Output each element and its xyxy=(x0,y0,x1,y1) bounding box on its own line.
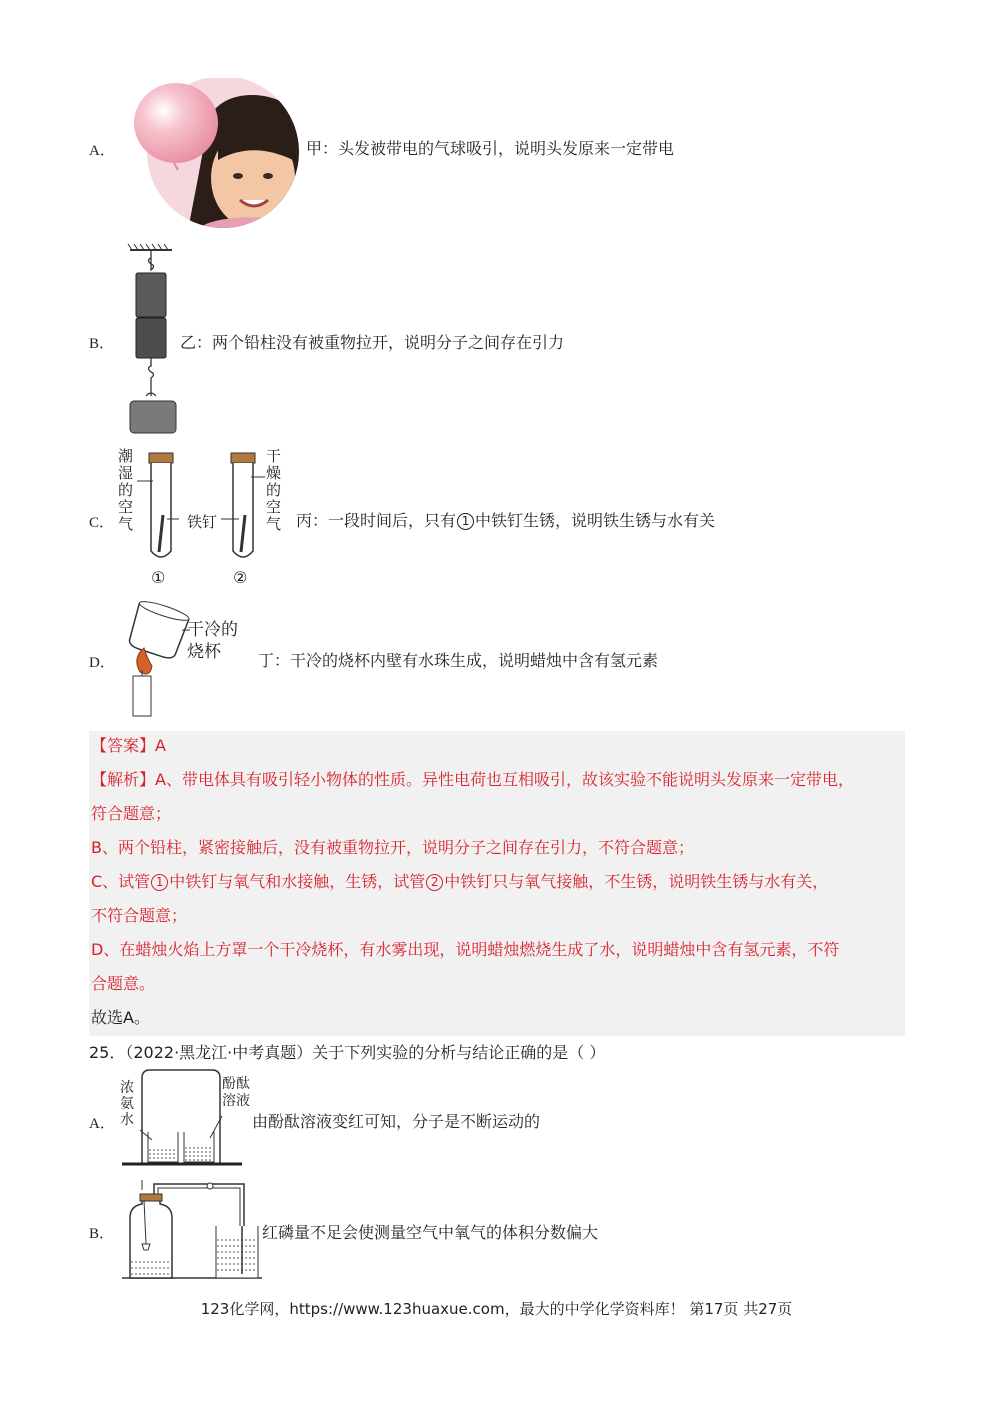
option-b-label: B． xyxy=(89,336,115,352)
conc-ammonia-label: 浓氨水 xyxy=(120,1080,134,1128)
circled-number: 1 xyxy=(151,874,168,891)
lead-cylinders-diagram xyxy=(126,244,184,436)
option-b-text: 乙：两个铅柱没有被重物拉开，说明分子之间存在引力 xyxy=(180,333,565,352)
moist-air-label: 潮湿的空气 xyxy=(118,447,134,533)
analysis-line: D、在蜡烛火焰上方罩一个干冷烧杯，有水雾出现，说明蜡烛燃烧生成了水，说明蜡烛中含有氢元素，不符 xyxy=(91,940,840,959)
tube-1-label: ① xyxy=(151,568,166,587)
option-c-text: 丙：一段时间后，只有 1 中铁钉生锈，说明铁生锈与水有关 xyxy=(296,511,716,530)
analysis-line: 合题意。 xyxy=(91,974,156,993)
final-choice-line: 故选A。 xyxy=(91,1008,150,1027)
tube-2-label: ② xyxy=(233,568,248,587)
dry-air-label: 干燥的空气 xyxy=(266,447,282,533)
circled-number: 1 xyxy=(457,513,474,530)
answer-line: 【答案】A xyxy=(91,736,166,755)
q25-option-b-label: B． xyxy=(89,1226,115,1242)
q25-option-a-label: A． xyxy=(89,1116,115,1132)
nail-label: 铁钉 xyxy=(187,513,218,531)
option-c-label: C． xyxy=(89,515,115,531)
page-footer: 123化学网，https://www.123huaxue.com，最大的中学化学资料库！ 第17页 共27页 xyxy=(200,1300,793,1318)
analysis-line: 符合题意； xyxy=(91,804,172,823)
dry-cold-beaker-label: 干冷的 烧杯 xyxy=(187,620,238,662)
option-a-label: A． xyxy=(89,143,115,159)
analysis-line: 不符合题意； xyxy=(91,906,188,925)
question-25-stem: 25．（2022·黑龙江·中考真题）关于下列实验的分析与结论正确的是（ ） xyxy=(89,1043,606,1062)
q25-option-b-text: 红磷量不足会使测量空气中氧气的体积分数偏大 xyxy=(262,1223,599,1242)
balloon-hair-photo xyxy=(128,78,306,230)
q25-option-a-text: 由酚酞溶液变红可知，分子是不断运动的 xyxy=(252,1112,541,1131)
analysis-line: B、两个铅柱，紧密接触后，没有被重物拉开，说明分子之间存在引力，不符合题意； xyxy=(91,838,694,857)
red-phosphorus-diagram xyxy=(118,1178,266,1282)
analysis-line: 【解析】A、带电体具有吸引轻小物体的性质。异性电荷也互相吸引，故该实验不能说明头发原来一定带电， xyxy=(91,770,854,789)
analysis-line: C、试管 1 中铁钉与氧气和水接触，生锈，试管 2 中铁钉只与氧气接触，不生锈，说明铁生锈与水有关， xyxy=(91,872,829,891)
option-d-label: D． xyxy=(89,655,115,671)
option-d-text: 丁：干冷的烧杯内壁有水珠生成，说明蜡烛中含有氢元素 xyxy=(258,651,659,670)
phenolphthalein-label: 酚酞溶液 xyxy=(222,1076,250,1109)
option-a-text: 甲：头发被带电的气球吸引，说明头发原来一定带电 xyxy=(306,139,675,158)
circled-number: 2 xyxy=(426,874,443,891)
